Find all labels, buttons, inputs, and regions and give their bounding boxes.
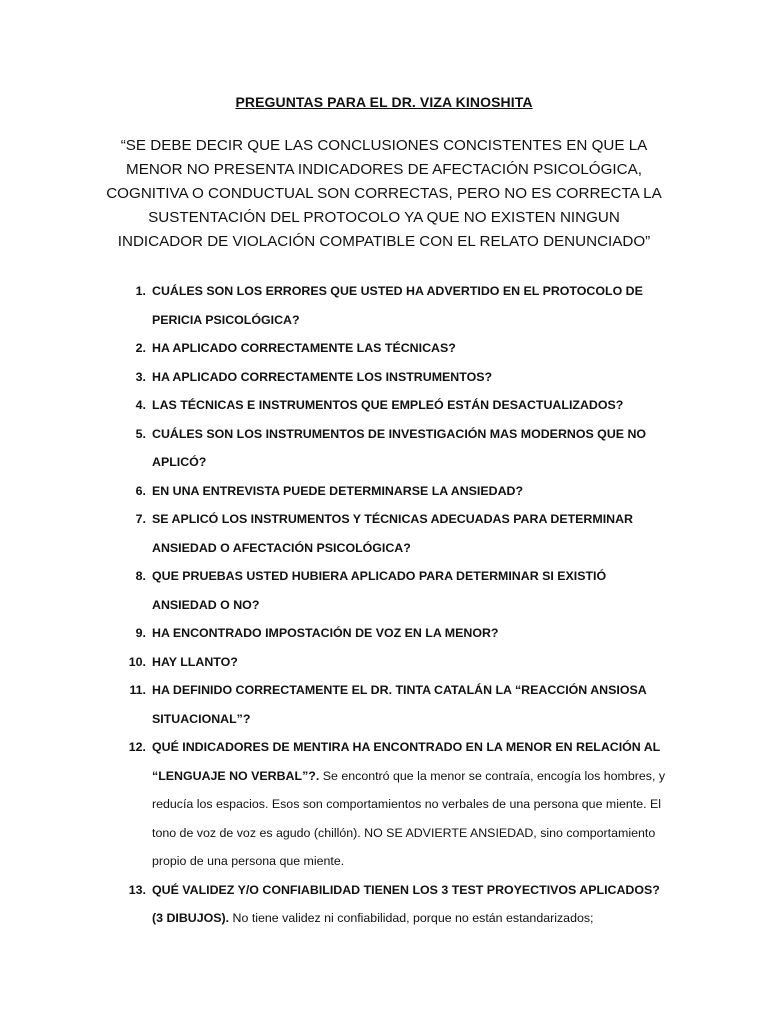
questions-list — [112, 277, 672, 933]
question-text: HA APLICADO CORRECTAMENTE LOS INSTRUMENTOS? — [152, 369, 493, 384]
question-text: QUÉ INDICADORES DE MENTIRA HA ENCONTRADO EN LA MENOR EN RELACIÓN AL “LENGUAJE NO VERBAL”?. — [152, 740, 661, 783]
question-number: 9. — [135, 626, 146, 640]
question-item — [112, 648, 672, 677]
question-text: HAY LLANTO? — [152, 654, 238, 669]
question-text: HA ENCONTRADO IMPOSTACIÓN DE VOZ EN LA MENOR? — [152, 626, 499, 640]
question-item — [112, 733, 672, 876]
question-text: HA DEFINIDO CORRECTAMENTE EL DR. TINTA CATALÁN LA “REACCIÓN ANSIOSA SITUACIONAL”? — [152, 683, 647, 726]
question-text: SE APLICÓ LOS INSTRUMENTOS Y TÉCNICAS ADECUADAS PARA DETERMINAR ANSIEDAD O AFECTACIÓN PSICOLÓGICA? — [152, 512, 633, 555]
question-number: 7. — [135, 512, 146, 526]
question-text: QUE PRUEBAS USTED HUBIERA APLICADO PARA DETERMINAR SI EXISTIÓ ANSIEDAD O NO? — [152, 569, 607, 612]
question-number: 2. — [135, 341, 146, 355]
question-number: 1. — [135, 284, 146, 298]
question-item — [112, 562, 672, 619]
question-text: EN UNA ENTREVISTA PUEDE DETERMINARSE LA ANSIEDAD? — [152, 483, 524, 498]
question-item — [112, 363, 672, 392]
question-number: 10. — [128, 654, 146, 669]
question-item — [112, 391, 672, 420]
document-title: PREGUNTAS PARA EL DR. VIZA KINOSHITA — [235, 94, 533, 110]
question-number: 12. — [128, 740, 146, 754]
question-number: 11. — [129, 683, 146, 697]
quote-paragraph: “SE DEBE DECIR QUE LAS CONCLUSIONES CONCISTENTES EN QUE LA MENOR NO PRESENTA INDICADORES DE AFECTACIÓN PSICOLÓGICA, COGNITIVA O CONDUCTUAL SON CORRECTAS, PERO NO ES CORRECTA LA SUSTENTACIÓN DEL PROTOCOLO YA QUE NO EXISTEN NINGUN INDICADOR DE VIOLACIÓN COMPATIBLE CON EL RELATO DENUNCIADO” — [106, 137, 662, 250]
question-number: 5. — [135, 426, 146, 441]
question-item — [112, 420, 672, 477]
question-number: 8. — [135, 569, 146, 583]
question-item — [112, 277, 672, 334]
question-item — [112, 334, 672, 363]
question-answer: No tiene validez ni confiabilidad, porque no están estandarizados; — [229, 911, 594, 925]
question-text: QUÉ VALIDEZ Y/O CONFIABILIDAD TIENEN LOS 3 TEST PROYECTIVOS APLICADOS? (3 DIBUJOS). — [152, 882, 660, 925]
question-text: HA APLICADO CORRECTAMENTE LAS TÉCNICAS? — [152, 341, 456, 355]
question-text: CUÁLES SON LOS ERRORES QUE USTED HA ADVERTIDO EN EL PROTOCOLO DE PERICIA PSICOLÓGICA? — [152, 284, 643, 327]
question-number: 13. — [128, 882, 146, 897]
question-item — [112, 876, 672, 933]
question-item — [112, 505, 672, 562]
question-number: 4. — [135, 398, 146, 412]
question-number: 3. — [135, 369, 146, 384]
question-text: LAS TÉCNICAS E INSTRUMENTOS QUE EMPLEÓ ESTÁN DESACTUALIZADOS? — [152, 398, 624, 412]
question-text: CUÁLES SON LOS INSTRUMENTOS DE INVESTIGACIÓN MAS MODERNOS QUE NO APLICÓ? — [152, 426, 647, 469]
question-answer: Se encontró que la menor se contraía, encogía los hombres, y reducía los espacios. Esos son comportamientos no verbales de una persona que miente. El tono de voz de voz es agudo (chillón). NO SE ADVIERTE ANSIEDAD, sino comportamiento propio de una persona que miente. — [152, 768, 666, 868]
question-number: 6. — [135, 483, 146, 498]
question-item — [112, 477, 672, 506]
question-item — [112, 619, 672, 648]
question-item — [112, 676, 672, 733]
